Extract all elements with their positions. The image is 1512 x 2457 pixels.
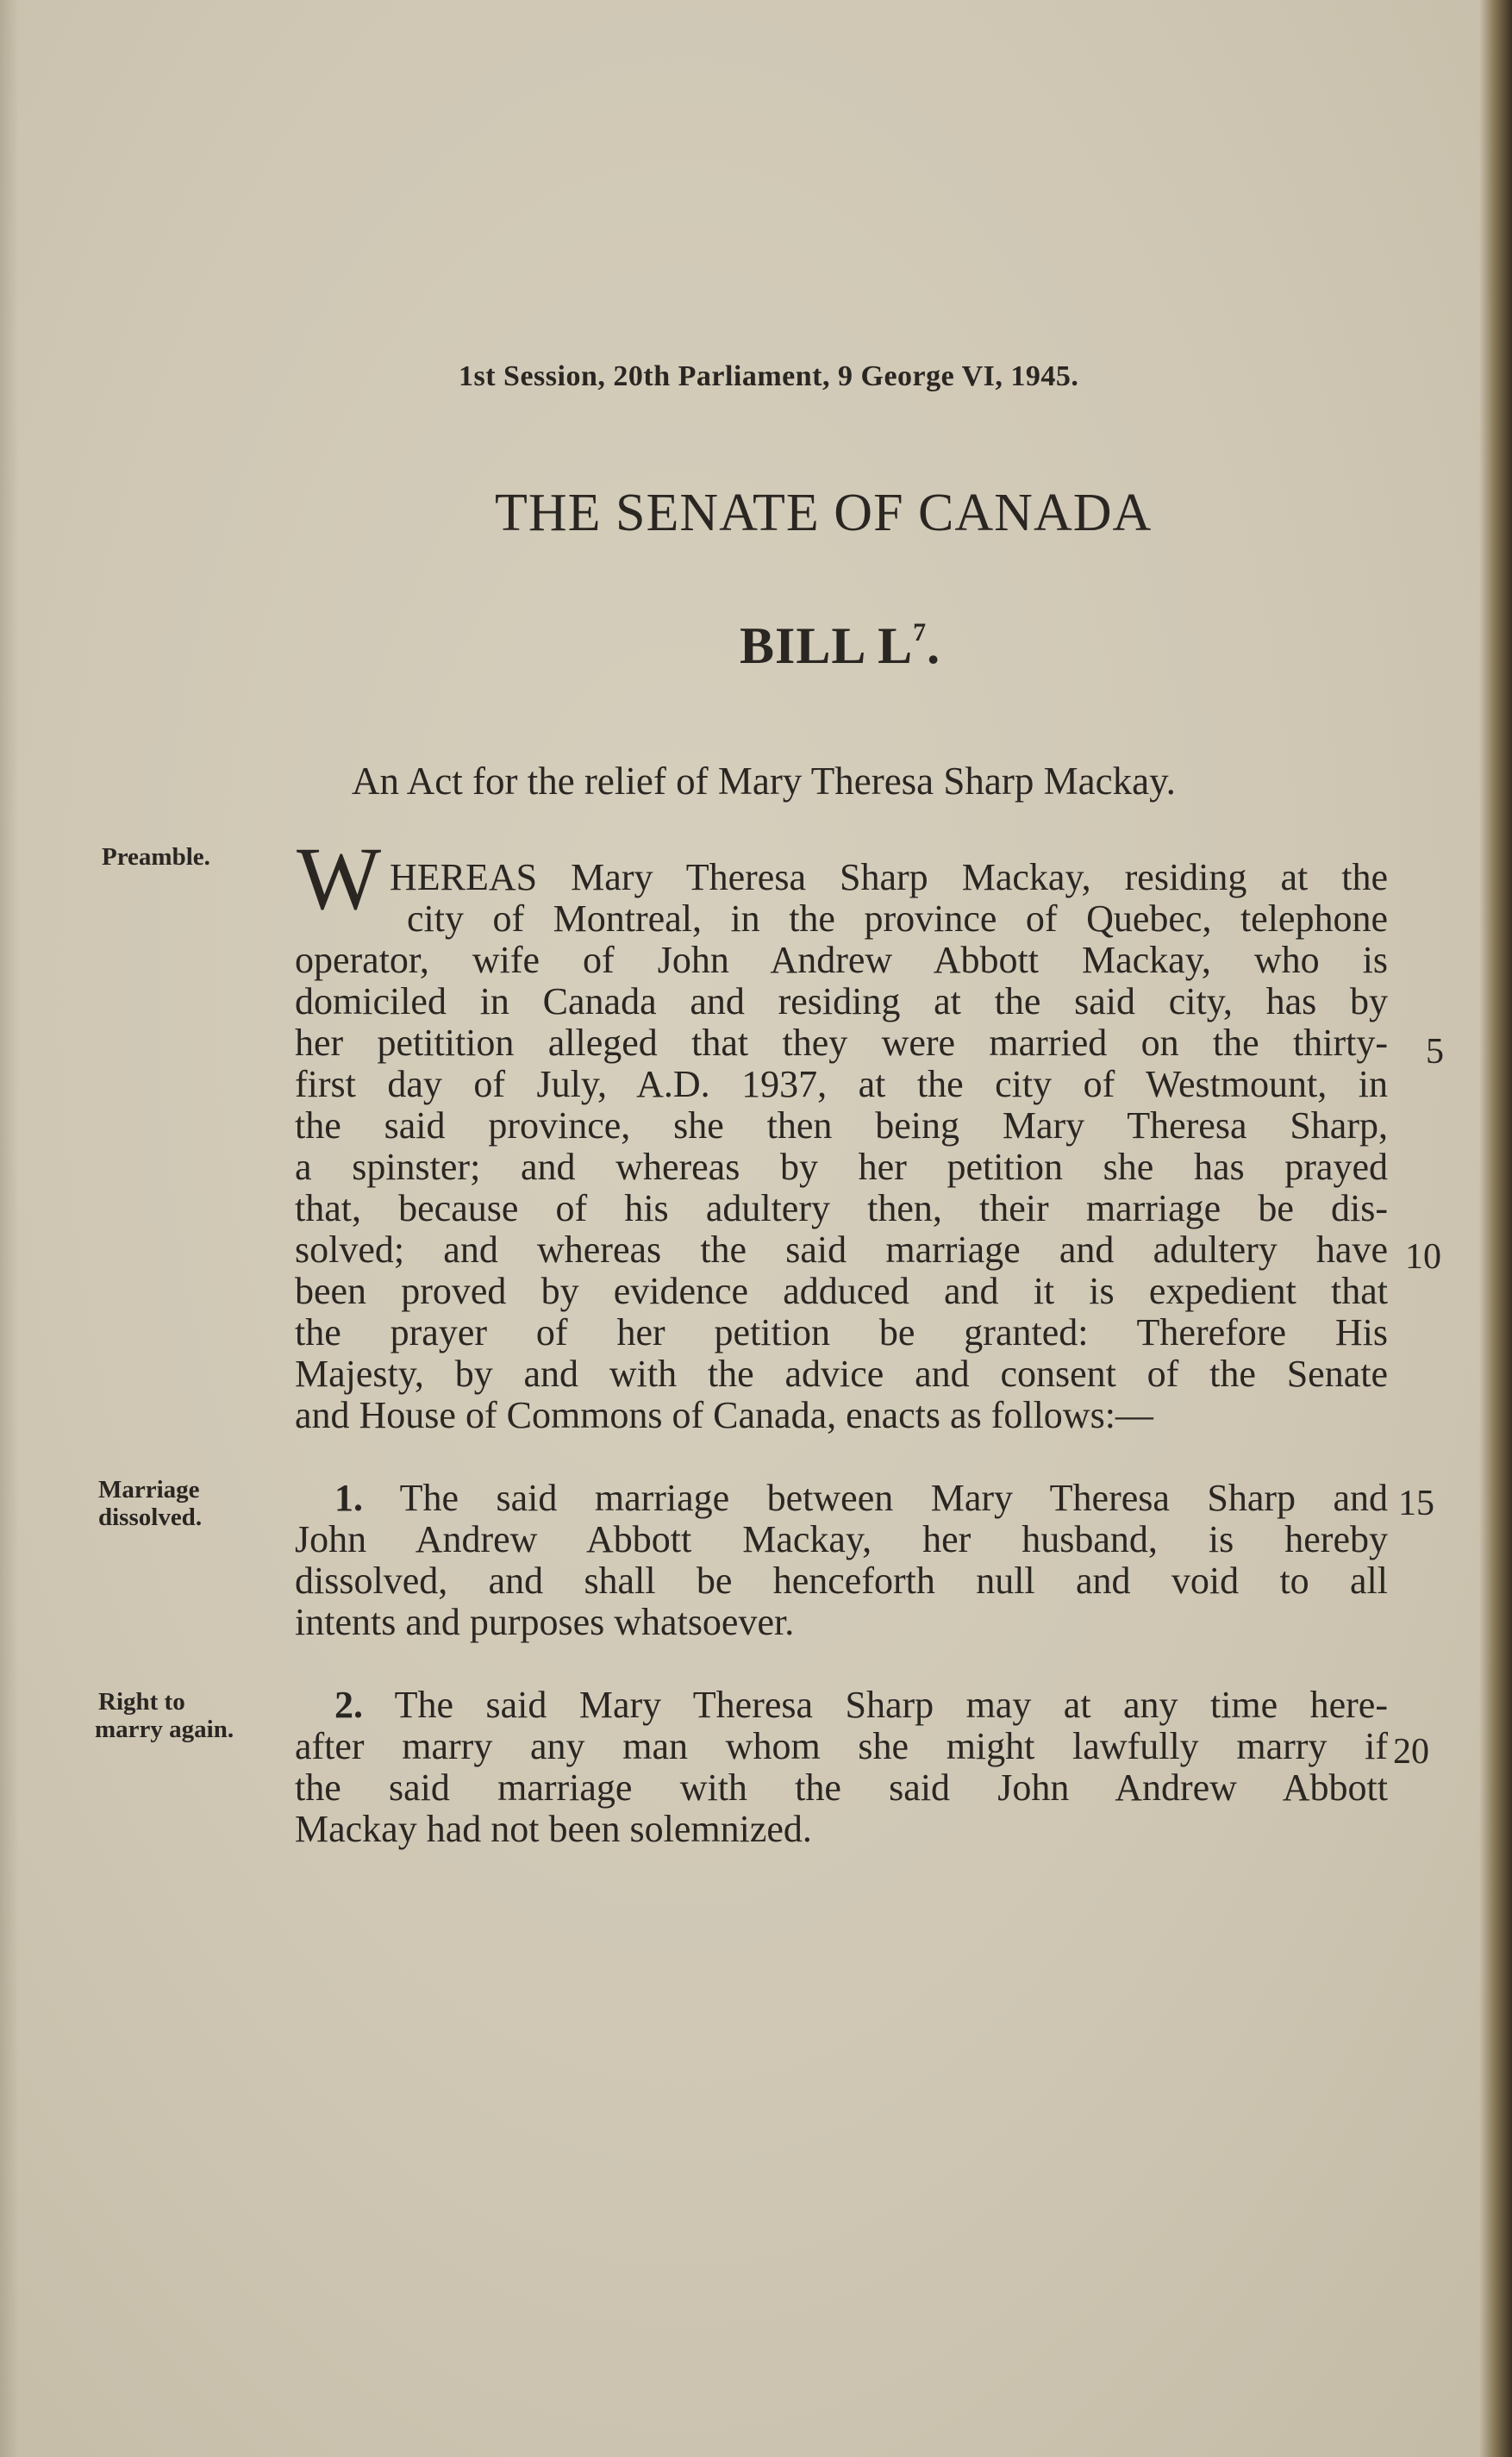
act-title: An Act for the relief of Mary Theresa Sharp Mackay.: [352, 760, 1176, 803]
section-1-line: John Andrew Abbott Mackay, her husband, is hereby: [295, 1519, 1388, 1560]
line-number-15: 15: [1398, 1484, 1434, 1523]
preamble-line: her petitition alleged that they were married on the thirty-: [295, 1022, 1388, 1064]
marginal-note-dissolved: dissolved.: [98, 1504, 203, 1531]
preamble-line: operator, wife of John Andrew Abbott Mackay, who is: [295, 940, 1388, 981]
preamble-line: been proved by evidence adduced and it is expedient that: [295, 1271, 1388, 1312]
preamble-line: HEREAS Mary Theresa Sharp Mackay, residing at the: [390, 857, 1388, 898]
preamble-line: the prayer of her petition be granted: Therefore His: [295, 1312, 1388, 1354]
preamble-line: first day of July, A.D. 1937, at the city of Westmount, in: [295, 1064, 1388, 1105]
line-number-10: 10: [1405, 1237, 1441, 1277]
section-1-number: 1.: [334, 1478, 363, 1519]
bill-superscript: 7: [913, 618, 928, 647]
marginal-note-marry-again: marry again.: [95, 1716, 234, 1743]
section-1-first-line: [334, 1478, 1388, 1519]
line-number-20: 20: [1393, 1732, 1429, 1772]
marginal-note-right-to: Right to: [98, 1688, 185, 1716]
preamble-line: the said province, she then being Mary Theresa Sharp,: [295, 1105, 1388, 1147]
preamble-line: and House of Commons of Canada, enacts as follows:—: [295, 1395, 1153, 1436]
book-spine-edge: [1479, 0, 1512, 2457]
chamber-title: THE SENATE OF CANADA: [495, 484, 1153, 542]
drop-cap: W: [297, 829, 382, 928]
marginal-note-marriage: Marriage: [98, 1476, 200, 1504]
section-2-first-line: [334, 1685, 1388, 1726]
preamble-line: a spinster; and whereas by her petition she has prayed: [295, 1147, 1388, 1188]
bill-suffix: .: [927, 617, 941, 674]
line-number-5: 5: [1426, 1032, 1444, 1072]
marginal-note-preamble: Preamble.: [102, 843, 210, 871]
section-1-line: dissolved, and shall be henceforth null and void to all: [295, 1560, 1388, 1602]
preamble-line: that, because of his adultery then, their marriage be dis-: [295, 1188, 1388, 1229]
section-2-line: after marry any man whom she might lawfully marry if: [295, 1726, 1388, 1767]
bill-title: [740, 616, 940, 676]
section-2-line: the said marriage with the said John Andrew Abbott: [295, 1767, 1388, 1809]
page-shadow: [0, 0, 19, 2457]
section-1-line: intents and purposes whatsoever.: [295, 1602, 795, 1643]
section-1-line: The said marriage between Mary Theresa Sharp and: [399, 1478, 1388, 1519]
bill-label: BILL L: [740, 617, 914, 674]
session-line: 1st Session, 20th Parliament, 9 George VI, 1945.: [459, 360, 1079, 392]
section-2-line: Mackay had not been solemnized.: [295, 1809, 812, 1850]
preamble-line: solved; and whereas the said marriage and adultery have: [295, 1229, 1388, 1271]
preamble-line: domiciled in Canada and residing at the said city, has by: [295, 981, 1388, 1022]
section-2-line: The said Mary Theresa Sharp may at any time here-: [394, 1685, 1388, 1726]
section-2-number: 2.: [334, 1685, 363, 1726]
preamble-line: city of Montreal, in the province of Quebec, telephone: [407, 898, 1388, 940]
preamble-line: Majesty, by and with the advice and consent of the Senate: [295, 1354, 1388, 1395]
